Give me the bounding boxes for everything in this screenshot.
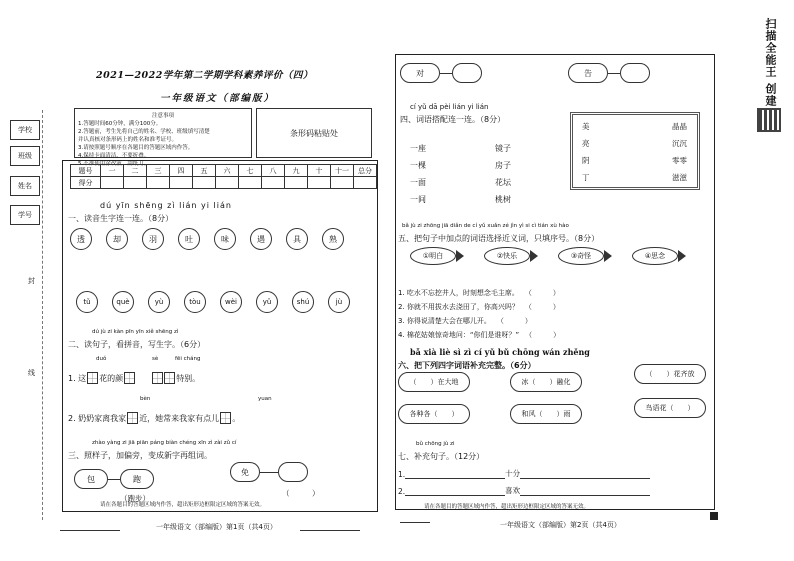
q5-sentence-text: 3. 你得说清楚大会在哪儿开。 — [398, 317, 491, 325]
q7-l1-num: 1. — [398, 470, 406, 479]
barcode-label: 条形码粘贴处 — [290, 128, 338, 138]
writing-grid[interactable] — [87, 372, 98, 384]
q5-answer-paren[interactable]: （ ） — [525, 331, 561, 339]
page-title: 2021—2022学年第二学期学科素养评价（四） — [96, 70, 313, 81]
pinyin-circle[interactable]: wèi — [220, 291, 242, 313]
box-left-word[interactable]: 阴 — [582, 156, 590, 165]
q5-pinyin: bǎ jù zi zhōng jiā diǎn de cí yǔ xuǎn zé jìn yì si cì tián xù hào — [402, 223, 569, 229]
q1-pinyin: dú yīn shēng zì lián yi lián — [100, 201, 232, 210]
q5-sentence — [398, 330, 560, 340]
answer-blank[interactable]: （ ） — [282, 489, 320, 498]
score-head: 五 — [193, 165, 216, 177]
fish-tail-icon — [530, 250, 538, 262]
barcode-area — [256, 108, 372, 158]
fish-option: ③奇怪 — [558, 247, 604, 265]
q4-left-word[interactable]: 一面 — [410, 178, 426, 187]
q1-title: 一、读音生字连一连。（8分） — [68, 214, 174, 223]
score-head: 七 — [239, 165, 262, 177]
answer-line[interactable] — [520, 487, 650, 496]
score-head: 四 — [170, 165, 193, 177]
idiom-pill[interactable]: 冰（ ）融化 — [510, 372, 582, 392]
writing-grid[interactable] — [220, 412, 231, 424]
score-head: 二 — [124, 165, 147, 177]
example-paobu: （跑步） — [120, 494, 150, 503]
school-label: 学校 — [10, 120, 40, 140]
seal-mark: 封 — [28, 277, 35, 285]
score-cell[interactable] — [308, 177, 331, 189]
q5-sentence — [398, 316, 532, 326]
score-head: 一 — [101, 165, 124, 177]
answer-pill[interactable] — [452, 63, 482, 83]
score-head: 三 — [147, 165, 170, 177]
q2-py-ben: bèn — [140, 396, 151, 402]
q2-py-yuan: yuan — [258, 396, 272, 402]
s1-c: 特别。 — [176, 373, 201, 383]
footer-rule — [400, 522, 430, 523]
q2-pinyin: dú jù zi kàn pīn yīn xiě shēng zì — [92, 329, 179, 335]
q7-l2-num: 2. — [398, 487, 406, 496]
writing-grid[interactable] — [152, 372, 163, 384]
q5-answer-paren[interactable]: （ ） — [524, 289, 560, 297]
fish-tail-icon — [604, 250, 612, 262]
q4-right-word[interactable]: 房子 — [495, 161, 511, 170]
answer-line[interactable] — [405, 470, 505, 479]
notes-title: 注意事项 — [151, 113, 174, 119]
writing-grid[interactable] — [127, 412, 138, 424]
number-label: 学号 — [10, 205, 40, 225]
answer-pill[interactable] — [620, 63, 650, 83]
line-mark: 线 — [28, 369, 35, 377]
q2-sentence1 — [68, 372, 200, 384]
writing-grid[interactable] — [124, 372, 135, 384]
score-head: 八 — [262, 165, 285, 177]
score-head: 题号 — [71, 165, 101, 177]
q3-pinyin: zhào yàng zi jiā piān páng biàn chéng xīn zì zài zǔ cí — [92, 440, 237, 446]
q4-left-word[interactable]: 一间 — [410, 195, 426, 204]
footer-rule — [300, 530, 360, 531]
q5-sentence-text: 2. 你就不用拔水去浇田了，你高兴吗？ — [398, 303, 519, 311]
pinyin-circle[interactable]: yǔ — [256, 291, 278, 313]
q5-sentence — [398, 288, 560, 298]
answer-line[interactable] — [405, 487, 505, 496]
box-left-word[interactable]: 亮 — [582, 139, 590, 148]
char-circle[interactable]: 熟 — [322, 228, 344, 250]
score-head: 十 — [308, 165, 331, 177]
score-cell[interactable] — [101, 177, 124, 189]
brand-text: 扫描全能王 创建 — [764, 18, 777, 107]
q6-pinyin: bǎ xià liè sì zì cí yǔ bǔ chōng wán zhěng — [410, 347, 590, 357]
name-label: 姓名 — [10, 176, 40, 196]
q4-right-word[interactable]: 花坛 — [495, 178, 511, 187]
score-cell[interactable] — [285, 177, 308, 189]
q7-pinyin: bǔ chōng jù zi — [416, 441, 455, 447]
s1-b: 花的颜 — [99, 373, 124, 383]
pinyin-circle[interactable]: jù — [328, 291, 350, 313]
q5-answer-paren[interactable]: （ ） — [496, 317, 532, 325]
example-pao: 跑 — [120, 469, 154, 489]
q5-sentence-text: 1. 吃水不忘挖井人，时刻想念毛主席。 — [398, 289, 519, 297]
answer-pill[interactable] — [278, 462, 308, 482]
char-circle[interactable]: 却 — [106, 228, 128, 250]
char-circle[interactable]: 透 — [70, 228, 92, 250]
q5-sentence-text: 4. 棉花姑娘惊奇地问：“你们是谁呀？” — [398, 331, 520, 339]
note-3: 并认真核对条形码上的姓名和准考证号。 — [78, 137, 178, 143]
pinyin-circle[interactable]: shú — [292, 291, 314, 313]
pinyin-circle[interactable]: yù — [148, 291, 170, 313]
dashed-cut-line — [42, 110, 43, 520]
example-bao: 包 — [74, 469, 108, 489]
q5-title: 五、把句子中加点的词语选择近义词，只填序号。（8分） — [398, 234, 600, 243]
score-row-label: 得分 — [71, 177, 101, 189]
q2-py-feichang: fēi cháng — [175, 356, 201, 362]
q4-pinyin: cí yǔ dā pèi lián yi lián — [410, 103, 489, 111]
idiom-pill[interactable]: （ ）在大地 — [398, 372, 470, 392]
dui-char: 对 — [400, 63, 440, 83]
char-circle[interactable]: 味 — [214, 228, 236, 250]
s2-c: 。 — [232, 413, 241, 423]
s2-a: 2. 奶奶家离我家 — [68, 413, 127, 423]
box-right-word[interactable]: 滋滋 — [672, 173, 687, 182]
note-2: 2.答题前，考生先将自己的姓名、学校、班级填写清楚 — [78, 129, 210, 135]
box-right-word[interactable]: 晶晶 — [672, 122, 687, 131]
score-cell[interactable] — [170, 177, 193, 189]
page-number-right: 一年级语文（部编版）第2页（共4页） — [500, 521, 621, 529]
gao-char: 告 — [568, 63, 608, 83]
brand-vertical — [762, 18, 778, 107]
score-cell[interactable] — [262, 177, 285, 189]
q4-title: 四、词语搭配连一连。（8分） — [400, 115, 506, 124]
footer-warning-right: 请在各题目的答题区域内作答，超出矩形边框限定区域的答案无效。 — [424, 504, 590, 510]
idiom-pill[interactable]: （ ）花齐放 — [634, 364, 706, 384]
box-left-word[interactable]: 丁 — [582, 173, 590, 182]
note-6: 5.不准使用涂改液、刮纸刀。 — [78, 161, 150, 167]
q5-answer-paren[interactable]: （ ） — [524, 303, 560, 311]
fish-tail-icon — [456, 250, 464, 262]
footer-warning-left: 请在各题目的答题区域内作答，超出矩形边框限定区域的答案无效。 — [100, 502, 266, 508]
box-right-word[interactable]: 沉沉 — [672, 139, 687, 148]
note-1: 1.答题时间60分钟，满分100分。 — [78, 121, 162, 127]
q2-py-duo: duǒ — [96, 356, 107, 362]
q7-title: 七、补充句子。（12分） — [398, 452, 485, 461]
score-cell[interactable] — [239, 177, 262, 189]
pinyin-circle[interactable]: tòu — [184, 291, 206, 313]
score-cell[interactable] — [331, 177, 354, 189]
box-right-word[interactable]: 零零 — [672, 156, 687, 165]
note-4: 3.请按照题号顺序在各题目的答题区域内作答。 — [78, 145, 194, 151]
q5-sentence — [398, 302, 560, 312]
corner-mark — [710, 512, 718, 520]
char-circle[interactable]: 吐 — [178, 228, 200, 250]
q4-right-word[interactable]: 镜子 — [495, 144, 511, 153]
writing-grid[interactable] — [164, 372, 175, 384]
score-cell[interactable] — [354, 177, 377, 189]
fish-option: ④思念 — [632, 247, 678, 265]
score-cell[interactable] — [193, 177, 216, 189]
q6-title: 六、把下列四字词语补充完整。（6分） — [398, 361, 536, 370]
q7-l1-word: 十分 — [505, 469, 521, 478]
q2-py-se: sè — [152, 356, 159, 362]
score-head: 六 — [216, 165, 239, 177]
arrow-line — [260, 472, 278, 473]
arrow-line — [608, 73, 620, 74]
idiom-pill[interactable]: 和风（ ）雨 — [510, 404, 582, 424]
pinyin-circle[interactable]: què — [112, 291, 134, 313]
fish-tail-icon — [678, 250, 686, 262]
q3-title: 三、照样子，加偏旁，变成新字再组词。 — [68, 451, 212, 460]
q7-line1 — [398, 468, 650, 479]
q7-l2-word: 喜欢 — [505, 486, 521, 495]
char-circle[interactable]: 羽 — [142, 228, 164, 250]
fish-option: ②快乐 — [484, 247, 530, 265]
q2-title: 二、读句子，看拼音，写生字。（6分） — [68, 340, 206, 349]
char-circle[interactable]: 具 — [286, 228, 308, 250]
q4-left-word[interactable]: 一棵 — [410, 161, 426, 170]
class-label: 班级 — [10, 146, 40, 166]
arrow-line — [440, 73, 452, 74]
score-cell[interactable] — [216, 177, 239, 189]
page-subtitle: 一年级语文（部编版） — [160, 93, 276, 104]
score-head: 总分 — [354, 165, 377, 177]
box-left-word[interactable]: 美 — [582, 122, 590, 131]
footer-rule — [60, 530, 120, 531]
score-cell[interactable] — [147, 177, 170, 189]
q4-left-word[interactable]: 一座 — [410, 144, 426, 153]
note-5: 4.保持卡面清洁，不要折叠。 — [78, 153, 150, 159]
score-table — [70, 164, 377, 189]
answer-line[interactable] — [520, 470, 650, 479]
s2-b: 近，她常来我家有点儿 — [139, 413, 220, 423]
fish-option: ①明白 — [410, 247, 456, 265]
score-head: 九 — [285, 165, 308, 177]
idiom-pill[interactable]: 各种各（ ） — [398, 404, 470, 424]
pinyin-circle[interactable]: tǔ — [76, 291, 98, 313]
q4-right-word[interactable]: 桃树 — [495, 195, 511, 204]
score-head: 十一 — [331, 165, 354, 177]
notes-box — [74, 108, 252, 167]
s1-a: 1. 这 — [68, 373, 87, 383]
qr-code — [757, 108, 781, 132]
idiom-pill[interactable]: 鸟语花（ ） — [634, 398, 706, 418]
q7-line2 — [398, 485, 650, 496]
q2-sentence2 — [68, 412, 240, 424]
mian-char: 免 — [230, 462, 260, 482]
char-circle[interactable]: 遇 — [250, 228, 272, 250]
score-cell[interactable] — [124, 177, 147, 189]
arrow-line — [108, 479, 120, 480]
page-number-left: 一年级语文（部编版）第1页（共4页） — [156, 523, 277, 531]
